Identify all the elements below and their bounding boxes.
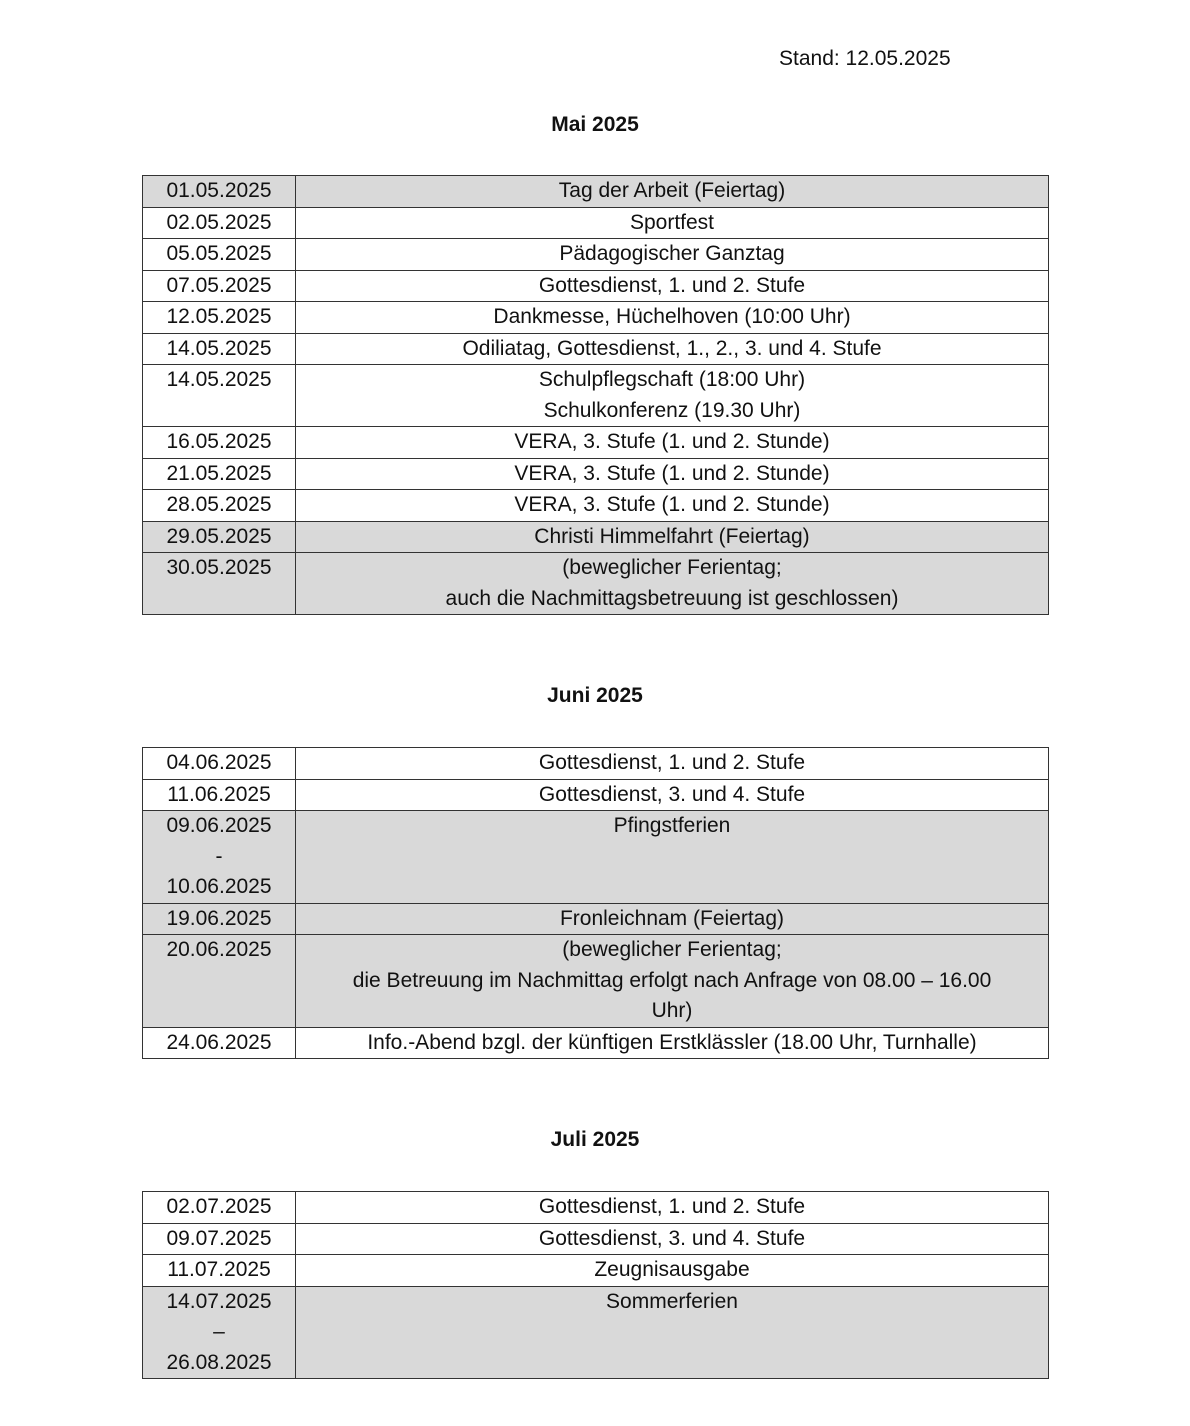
table-row [143,521,1049,553]
event-text: Odiliatag, Gottesdienst, 1., 2., 3. und 4. Stufe [462,336,882,360]
calendar-table-juni [142,747,1049,1059]
date-cell [143,779,296,811]
table-row [143,427,1049,459]
date-text: 12.05.2025 [166,305,272,328]
table-row [143,333,1049,365]
event-cell [296,553,1049,615]
table-row [143,490,1049,522]
event-cell [296,1192,1049,1224]
calendar-table-mai [142,175,1049,615]
date-cell [143,458,296,490]
event-cell [296,365,1049,427]
event-text: Info.-Abend bzgl. der künftigen Erstklässler (18.00 Uhr, Turnhalle) [367,1030,977,1054]
month-title-mai: Mai 2025 [551,113,639,136]
date-text: 30.05.2025 [166,556,272,579]
event-cell [296,1286,1049,1379]
table-row [143,176,1049,208]
event-text: Schulpflegschaft (18:00 Uhr) [538,368,806,391]
event-text: Pfingstferien [613,814,731,837]
event-text: Gottesdienst, 3. und 4. Stufe [538,782,806,806]
table-row [143,1223,1049,1255]
date-text: 09.07.2025 [166,1226,272,1250]
table-row [143,811,1049,904]
event-cell [296,239,1049,271]
event-cell [296,270,1049,302]
date-cell [143,748,296,780]
event-text: auch die Nachmittagsbetreuung ist geschlossen) [445,586,899,610]
date-cell [143,521,296,553]
event-text: Gottesdienst, 3. und 4. Stufe [538,1226,806,1250]
event-text: (beweglicher Ferientag; [562,938,782,961]
event-cell [296,490,1049,522]
event-text: (beweglicher Ferientag; [562,556,782,579]
table-row [143,1255,1049,1287]
event-cell [296,302,1049,334]
event-text: Gottesdienst, 1. und 2. Stufe [538,273,806,297]
event-text: Gottesdienst, 1. und 2. Stufe [538,751,806,774]
event-text: Sportfest [629,210,715,234]
month-title-juli: Juli 2025 [550,1128,640,1151]
date-cell [143,903,296,935]
table-row [143,239,1049,271]
date-text: 26.08.2025 [166,1350,272,1374]
date-cell [143,1255,296,1287]
event-cell [296,207,1049,239]
date-text: 02.07.2025 [166,1195,272,1218]
date-cell [143,811,296,904]
event-text: Fronleichnam (Feiertag) [559,906,785,930]
date-cell [143,302,296,334]
calendar-table-juli [142,1191,1049,1379]
date-cell [143,333,296,365]
event-text: Dankmesse, Hüchelhoven (10:00 Uhr) [493,305,851,328]
event-text: Pädagogischer Ganztag [559,242,785,265]
event-cell [296,1027,1049,1059]
date-text: 14.07.2025 [166,1289,272,1313]
event-cell [296,903,1049,935]
event-cell [296,935,1049,1028]
date-text: 11.06.2025 [167,782,271,806]
event-text: Schulkonferenz (19.30 Uhr) [543,398,801,422]
date-text: - [215,844,223,868]
date-cell [143,490,296,522]
event-text: VERA, 3. Stufe (1. und 2. Stunde) [514,430,830,453]
date-text: 09.06.2025 [166,814,272,837]
month-title-juni: Juni 2025 [547,684,643,707]
table-row [143,302,1049,334]
date-text: 11.07.2025 [167,1258,271,1281]
table-row [143,553,1049,615]
event-text: Tag der Arbeit (Feiertag) [558,179,786,202]
table-row [143,207,1049,239]
date-text: 16.05.2025 [166,430,272,453]
date-cell [143,365,296,427]
date-cell [143,1223,296,1255]
event-cell [296,748,1049,780]
date-cell [143,427,296,459]
table-row [143,1286,1049,1379]
date-cell [143,1027,296,1059]
date-text: 02.05.2025 [166,210,272,234]
table-row [143,903,1049,935]
date-text: 04.06.2025 [166,751,272,774]
date-cell [143,176,296,208]
date-text: 14.05.2025 [166,368,272,391]
table-row [143,748,1049,780]
event-cell [296,458,1049,490]
event-cell [296,176,1049,208]
date-text: 14.05.2025 [166,336,272,360]
event-text: Zeugnisausgabe [594,1258,750,1281]
table-row [143,779,1049,811]
date-cell [143,239,296,271]
event-text: Uhr) [651,999,693,1022]
date-text: 21.05.2025 [166,461,272,485]
date-cell [143,207,296,239]
table-row [143,458,1049,490]
event-cell [296,427,1049,459]
table-row [143,1192,1049,1224]
date-cell [143,553,296,615]
event-cell [296,811,1049,904]
table-row [143,365,1049,427]
date-text: 28.05.2025 [166,493,272,516]
date-cell [143,270,296,302]
event-cell [296,1223,1049,1255]
date-text: 24.06.2025 [166,1030,272,1054]
event-text: Christi Himmelfahrt (Feiertag) [534,524,810,548]
date-cell [143,1286,296,1379]
date-text: 19.06.2025 [166,906,272,930]
table-row [143,270,1049,302]
table-row [143,1027,1049,1059]
date-cell [143,1192,296,1224]
date-text: 05.05.2025 [166,242,272,265]
date-text: 01.05.2025 [166,179,272,202]
event-cell [296,521,1049,553]
date-text: 07.05.2025 [166,273,272,297]
event-text: die Betreuung im Nachmittag erfolgt nach Anfrage von 08.00 – 16.00 [352,968,992,992]
document-status-date: Stand: 12.05.2025 [779,47,951,70]
event-text: VERA, 3. Stufe (1. und 2. Stunde) [514,493,830,516]
event-text: VERA, 3. Stufe (1. und 2. Stunde) [514,461,830,485]
event-text: Sommerferien [606,1289,738,1313]
event-text: Gottesdienst, 1. und 2. Stufe [538,1195,806,1218]
date-text: 10.06.2025 [166,875,272,898]
event-cell [296,333,1049,365]
date-text: 29.05.2025 [166,524,272,548]
event-cell [296,1255,1049,1287]
date-cell [143,935,296,1028]
date-text: 20.06.2025 [166,938,272,961]
event-cell [296,779,1049,811]
date-text: – [213,1320,225,1343]
table-row [143,935,1049,1028]
